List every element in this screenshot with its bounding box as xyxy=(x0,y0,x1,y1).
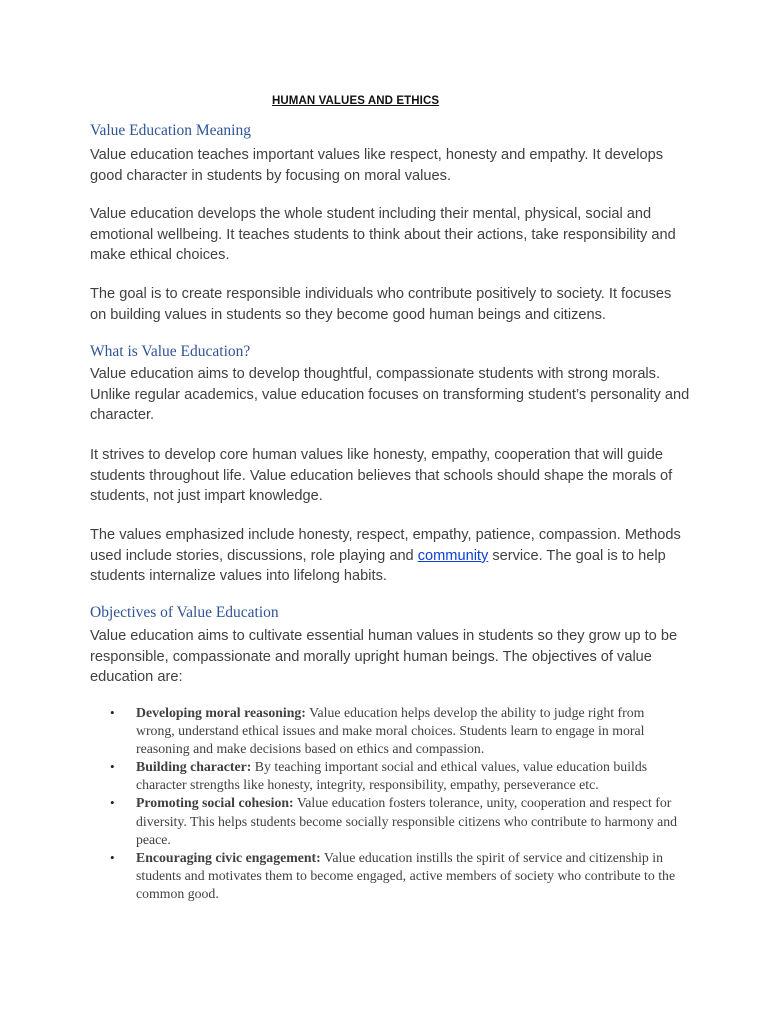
objective-text: Value education helps develop the ability to judge right from wrong, understand ethical issues and make moral choices. Students learn to engage in moral reasoning and make decisions based on ethics and compassion. xyxy=(136,705,645,757)
objective-term: Encouraging civic engagement: xyxy=(136,849,321,865)
list-item xyxy=(108,704,684,758)
objective-term: Building character: xyxy=(136,759,252,775)
bullet-icon: • xyxy=(110,759,115,775)
bullet-icon: • xyxy=(110,795,115,811)
objective-term: Developing moral reasoning: xyxy=(136,705,306,720)
paragraph: The goal is to create responsible individuals who contribute positively to society. It focuses on building values in students so they become good human beings and citizens. xyxy=(90,286,672,323)
bullet-icon: • xyxy=(110,849,115,865)
paragraph-text: service. The goal is to help students internalize values into lifelong habits. xyxy=(90,547,666,585)
list-item xyxy=(108,794,684,848)
heading-what-is-value-education: What is Value Education? xyxy=(90,343,251,360)
paragraph: Value education aims to cultivate essential human values in students so they grow up to be responsible, compassionate and morally upright human beings. The objectives of value education are: xyxy=(90,628,678,686)
list-item xyxy=(108,849,684,903)
community-link[interactable]: community xyxy=(417,547,489,564)
objective-text: Value education instills the spirit of service and citizenship in students and motivates them to become engaged, active members of society who contribute to the common good. xyxy=(136,849,676,901)
paragraph-text: The values emphasized include honesty, respect, empathy, patience, compassion. Methods used include stories, discussions, role playing and xyxy=(90,527,681,564)
paragraph-with-link xyxy=(90,525,690,587)
objectives-list xyxy=(108,704,684,903)
paragraph: It strives to develop core human values like honesty, empathy, cooperation that will guide students throughout life. Value education believes that schools should shape the morals of students, not just impart knowledge. xyxy=(90,447,673,505)
objective-term: Promoting social cohesion: xyxy=(136,795,294,811)
objective-text: By teaching important social and ethical values, value education builds character strengths like honesty, integrity, responsibility, empathy, perseverance etc. xyxy=(136,759,648,793)
bullet-icon: • xyxy=(110,705,115,720)
document-title: HUMAN VALUES AND ETHICS xyxy=(272,95,440,107)
objective-text: Value education fosters tolerance, unity, cooperation and respect for diversity. This helps students become socially responsible citizens who contribute to harmony and peace. xyxy=(136,795,678,847)
paragraph: Value education aims to develop thoughtful, compassionate students with strong morals. Unlike regular academics, value education focuses on transforming student’s personality and character. xyxy=(90,366,690,424)
paragraph: Value education teaches important values like respect, honesty and empathy. It develops good character in students by focusing on moral values. xyxy=(90,147,664,184)
list-item xyxy=(108,758,684,794)
paragraph: Value education develops the whole student including their mental, physical, social and emotional wellbeing. It teaches students to think about their actions, take responsibility and make ethical choices. xyxy=(90,206,676,264)
heading-objectives-of-value-education: Objectives of Value Education xyxy=(90,604,279,621)
heading-value-education-meaning: Value Education Meaning xyxy=(90,122,251,139)
